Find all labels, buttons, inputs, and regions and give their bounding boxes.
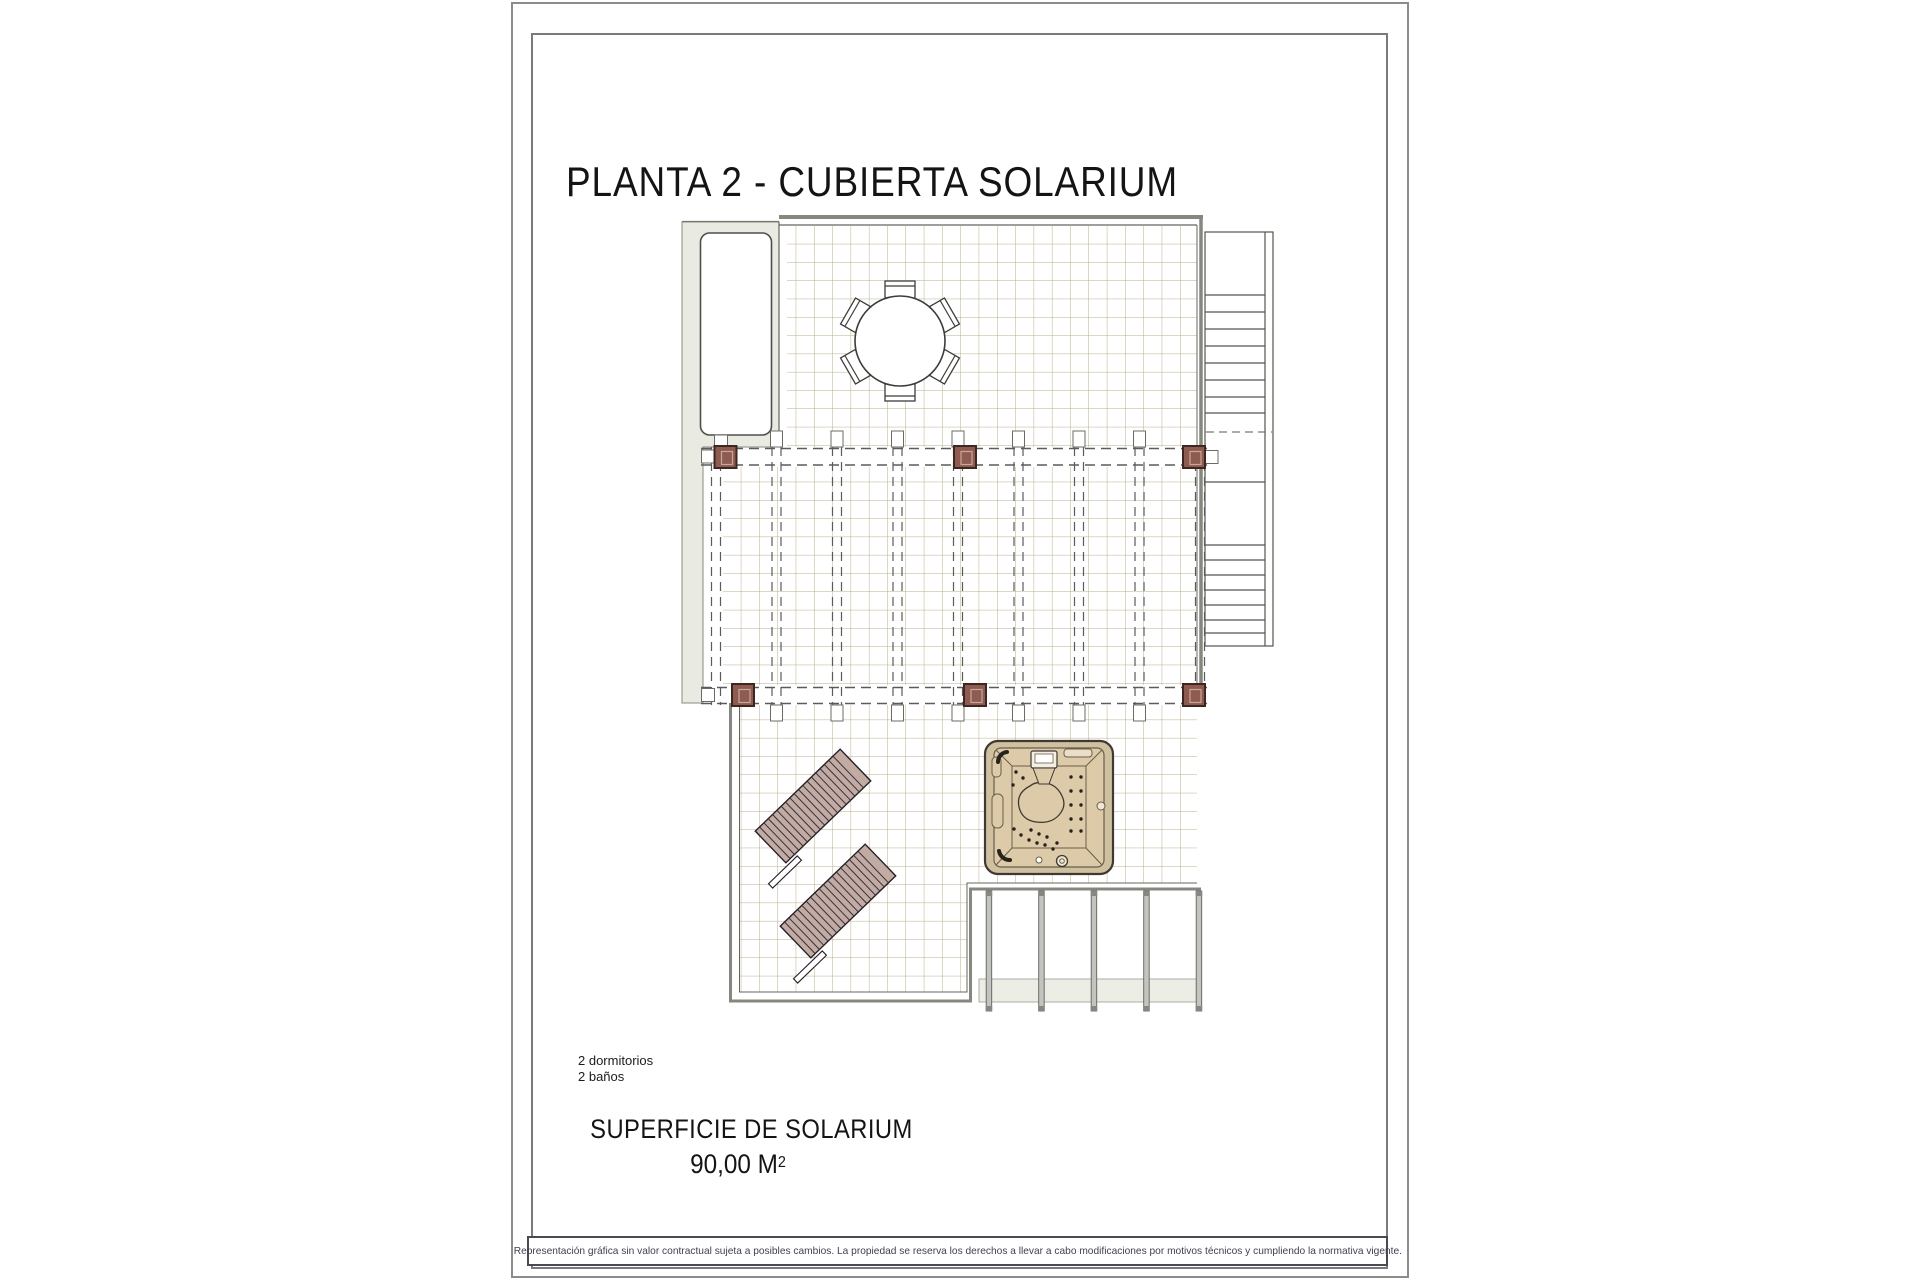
surface-label: SUPERFICIE DE SOLARIUM [590, 1114, 913, 1144]
features-text [578, 1053, 653, 1085]
disclaimer-text: Representación gráfica sin valor contractual sujeta a posibles cambios. La propiedad se reserva los derechos a llevar a cabo modificaciones por motivos técnicos y cumpliendo la normativa vigente. [513, 1245, 1402, 1257]
surface-block [570, 1114, 913, 1180]
surface-value [587, 1149, 889, 1180]
lower-terrace [730, 703, 1203, 1001]
jacuzzi [985, 741, 1113, 874]
staircase [1205, 232, 1273, 646]
page-title: PLANTA 2 - CUBIERTA SOLARIUM [566, 158, 1179, 205]
jacuzzi-seat-contour [1018, 782, 1063, 822]
disclaimer-box [513, 1236, 1402, 1266]
balcony-slab [979, 979, 1197, 1002]
bathrooms-line: 2 baños [578, 1069, 625, 1084]
balcony-railing [979, 891, 1202, 1011]
surface-value-number: 90,00 M [690, 1149, 778, 1179]
dining-set [841, 281, 960, 401]
bedrooms-line: 2 dormitorios [578, 1053, 654, 1068]
surface-superscript: 2 [777, 1154, 786, 1171]
round-table [855, 296, 945, 386]
